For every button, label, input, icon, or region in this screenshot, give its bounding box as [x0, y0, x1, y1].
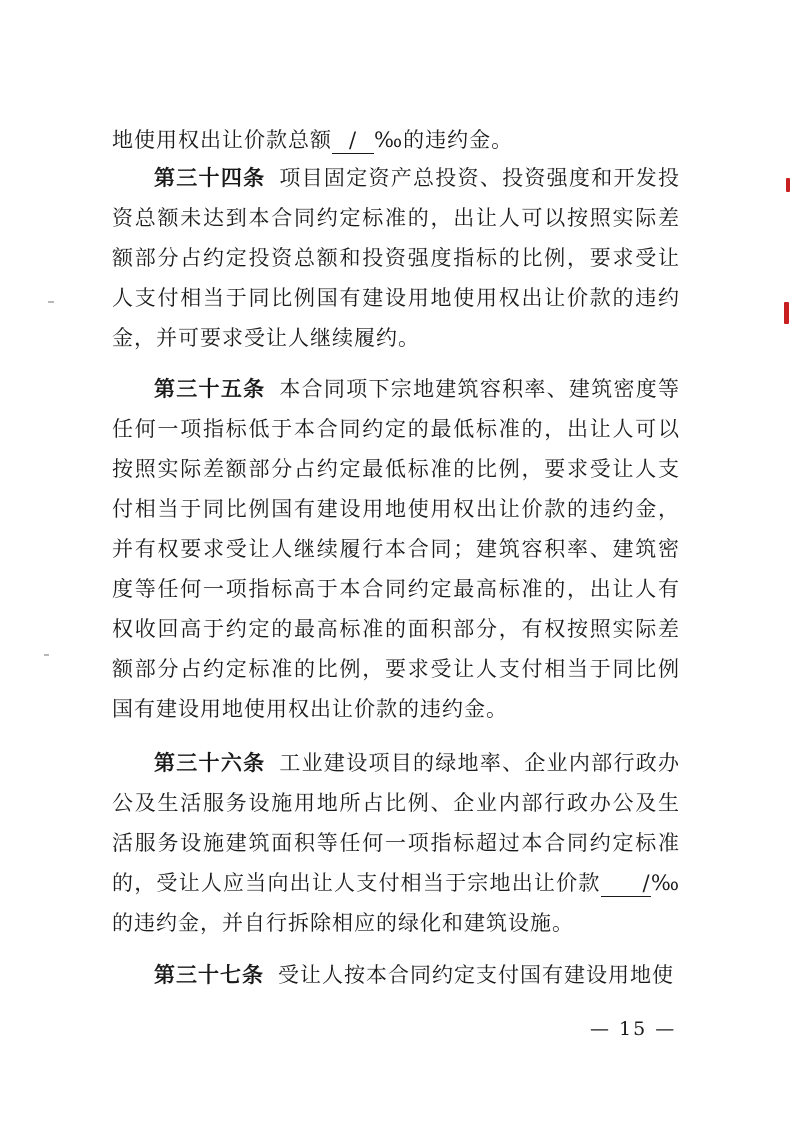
article-body: 项目固定资产总投资、投资强度和开发投资总额未达到本合同约定标准的，出让人可以按照实际差额部分占约定投资总额和投资强度指标的比例，要求受让人支付相当于同比例国有建设用地使用权出让价款的违约金，并可要求受让人继续履约。: [112, 166, 681, 350]
article-body: 受让人按本合同约定支付国有建设用地使: [278, 963, 674, 987]
page-number: — 15 —: [590, 1018, 677, 1040]
seal-edge-mark: [786, 178, 790, 192]
scan-speck: [44, 654, 49, 656]
article-body: 工业建设项目的绿地率、企业内部行政办公及生活服务设施用地所占比例、企业内部行政办公及生活服务设施建筑面积等任何一项指标超过本合同约定标准的，受让人应当向出让人支付相当于宗地出让价款: [112, 751, 681, 895]
fill-in-blank: /: [601, 870, 651, 897]
scan-speck: [48, 301, 54, 303]
article-35: [112, 369, 680, 729]
article-34: [112, 158, 680, 358]
article-heading: 第三十五条: [154, 377, 266, 401]
article-body: 本合同项下宗地建筑容积率、建筑密度等任何一项指标低于本合同约定的最低标准的，出让人可以按照实际差额部分占约定最低标准的比例，要求受让人支付相当于同比例国有建设用地使用权出让价款的违约金，并有权要求受让人继续履行本合同；建筑容积率、建筑密度等任何一项指标高于本合同约定最高标准的，出让人有权收回高于约定的最高标准的面积部分，有权按照实际差额部分占约定标准的比例，要求受让人支付相当于同比例国有建设用地使用权出让价款的违约金。: [112, 377, 681, 721]
article-heading: 第三十四条: [154, 166, 266, 190]
article-body: ‰的违约金，并自行拆除相应的绿化和建筑设施。: [112, 871, 680, 935]
article-heading: 第三十七条: [154, 963, 264, 987]
article-heading: 第三十六条: [154, 751, 266, 775]
seal-edge-mark: [784, 302, 789, 324]
paragraph-continuation: [112, 120, 680, 160]
article-36: [112, 743, 680, 943]
paragraph-text: ‰的违约金。: [374, 128, 514, 152]
article-37: [112, 955, 680, 995]
fill-in-blank: /: [332, 127, 374, 154]
paragraph-text: 地使用权出让价款总额: [112, 128, 332, 152]
